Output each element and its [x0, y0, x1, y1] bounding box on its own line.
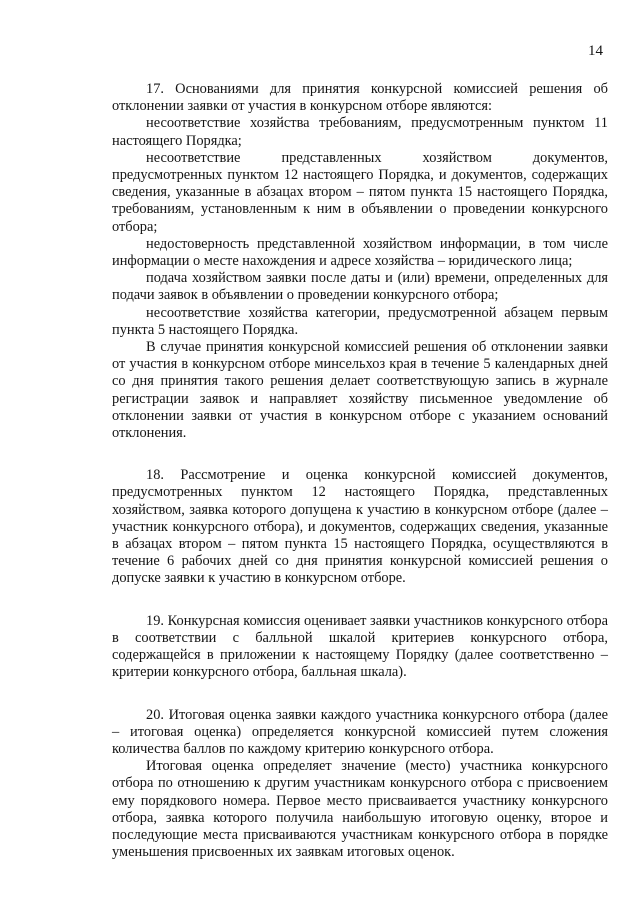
paragraph-17-item-1: несоответствие хозяйства требованиям, предусмотренным пунктом 11 настоящего Порядка; — [112, 115, 608, 149]
paragraph-20: 20. Итоговая оценка заявки каждого участника конкурсного отбора (далее – итоговая оценка) определяется конкурсной комиссией путем сложения количества баллов по каждому критерию конкурсного отбора. — [112, 706, 608, 757]
paragraph-17-item-4: подача хозяйством заявки после даты и (или) времени, определенных для подачи заявок в объявлении о проведении конкурсного отбора; — [112, 270, 608, 304]
paragraph-19: 19. Конкурсная комиссия оценивает заявки участников конкурсного отбора в соответствии с балльной шкалой критериев конкурсного отбора, содержащейся в приложении к настоящему Порядку (далее соответственно – критерии конкурсного отбора, балльная шкала). — [112, 612, 608, 681]
document-body — [112, 81, 608, 861]
paragraph-17-intro: 17. Основаниями для принятия конкурсной комиссией решения об отклонении заявки от участия в конкурсном отборе являются: — [112, 81, 608, 115]
paragraph-17-item-5: несоответствие хозяйства категории, предусмотренной абзацем первым пункта 5 настоящего Порядка. — [112, 304, 608, 338]
paragraph-17-item-3: недостоверность представленной хозяйством информации, в том числе информации о месте нахождения и адресе хозяйства – юридического лица; — [112, 235, 608, 270]
page-number: 14 — [588, 43, 603, 59]
paragraph-17-rejection: В случае принятия конкурсной комиссией решения об отклонении заявки от участия в конкурсном отборе минсельхоз края в течение 5 календарных дней со дня принятия такого решения делает соответствующую запись в журнале регистрации заявок и направляет хозяйству письменное уведомление об отклонении заявки от участия в конкурсном отборе с указанием оснований отклонения. — [112, 339, 608, 442]
paragraph-17-item-2: несоответствие представленных хозяйством документов, предусмотренных пунктом 12 настоящего Порядка, и документов, содержащих сведения, указанные в абзацах втором – пятом пункта 15 настоящего Порядка, требованиям, установленным к ним в объявлении о проведении конкурсного отбора; — [112, 149, 608, 235]
paragraph-20-ranking: Итоговая оценка определяет значение (место) участника конкурсного отбора по отношению к другим участникам конкурсного отбора с присвоением ему порядкового номера. Первое место присваивается участнику конкурсного отбора, заявка которого получила наибольшую итоговую оценку, второе и последующие места присваиваются участникам конкурсного отбора в порядке уменьшения присвоенных их заявкам итоговых оценок. — [112, 758, 608, 861]
paragraph-18: 18. Рассмотрение и оценка конкурсной комиссией документов, предусмотренных пунктом 12 настоящего Порядка, представленных хозяйством, заявка которого допущена к участию в конкурсном отборе (далее – участник конкурсного отбора), и документов, содержащих сведения, указанные в абзацах втором – пятом пункта 15 настоящего Порядка, осуществляются в течение 6 рабочих дней со дня принятия конкурсной комиссией решения о допуске заявки к участию в конкурсном отборе. — [112, 467, 608, 587]
